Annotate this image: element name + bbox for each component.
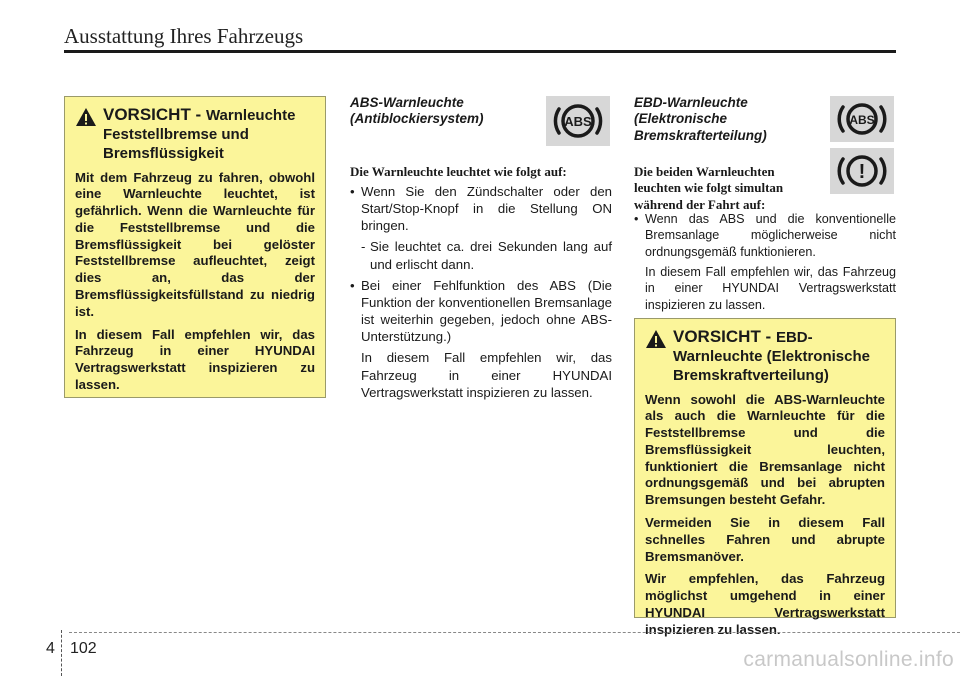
ebd-intro-line: Die beiden Warnleuchten [634,164,775,179]
abs-lamp-label: ABS [564,114,592,129]
brake-lamp-label: ! [858,161,866,183]
abs-lamp-graphic [830,96,894,142]
abs-intro: Die Warnleuchte leuchtet wie folgt auf: [350,164,567,179]
abs-body [350,183,612,405]
watermark: carmanualsonline.info [743,648,954,671]
ebd-intro-line: leuchten wie folgt simultan [634,180,784,196]
list-item [350,238,612,272]
brake-lamp-graphic [830,148,894,194]
abs-lamp-label: ABS [849,113,875,127]
footer-rule [69,632,960,633]
abs-lamp-graphic [546,96,610,146]
caution-title [103,105,315,164]
caution-paragraph: In diesem Fall empfehlen wir, das Fahrzeug in einer HYUNDAI Vertragswerkstatt inspizieren zu lassen. [75,326,315,392]
caution-label: VORSICHT - [103,105,206,124]
caution-topic: EBD-Warnleuchte (Elektronische Bremskraftverteilung) [673,329,870,384]
list-item: • Bei einer Fehlfunktion des ABS (Die Funktion der konventionellen Bremsanlage ist weiterhin gegeben, jedoch ohne ABS-Unterstützung.) [350,277,612,346]
page-number-divider [61,630,62,676]
caution-label: VORSICHT - [673,327,776,346]
abs-section-title [350,95,535,128]
chapter-number: 4 [46,640,55,657]
caution-title [673,327,885,386]
caution-paragraph: Wir empfehlen, das Fahrzeug möglichst umgehend in einer HYUNDAI Vertragswerkstatt inspizieren zu lassen. [645,571,885,637]
page-number: 102 [70,640,97,657]
list-item: • Wenn Sie den Zündschalter oder den Start/Stop-Knopf in die Stellung ON bringen. [350,183,612,234]
caution-box-parking-brake [64,96,326,398]
abs-title-line: ABS-Warnleuchte [350,95,464,110]
caution-paragraph: Vermeiden Sie in diesem Fall schnelles Fahren und abrupte Bremsmanöver. [645,514,885,564]
list-item-continuation: In diesem Fall empfehlen wir, das Fahrzeug in einer HYUNDAI Vertragswerkstatt inspizieren zu lassen. [645,265,896,312]
brake-warning-icon [830,148,894,194]
caution-paragraph: Wenn sowohl die ABS-Warnleuchte als auch die Warnleuchte für die Feststellbremse und die Bremsflüssigkeit leuchten, funktioniert die Bremsanlage nicht ordnungsgemäß und bei abrupten Bremsungen besteht Gefahr. [645,391,885,508]
ebd-intro [634,164,824,213]
caution-topic: Warnleuchte Feststellbremse und Bremsflüssigkeit [103,107,296,162]
caution-heading [645,327,885,386]
header-rule [64,50,896,53]
ebd-intro-line: während der Fahrt auf: [634,196,766,212]
abs-warning-icon [546,96,610,146]
abs-warning-icon [830,96,894,142]
list-item-text: Sie leuchtet ca. drei Sekunden lang auf und erlischt dann. [370,239,612,272]
ebd-title-line: Bremskrafterteilung) [634,127,767,143]
list-item: • Wenn das ABS und die konventionelle Bremsanlage möglicherweise nicht ordnungsgemäß funktionieren. [634,211,896,260]
page-header-title: Ausstattung Ihres Fahrzeugs [64,24,304,48]
caution-heading [75,105,315,164]
warning-triangle-icon [75,107,97,127]
list-item-continuation: In diesem Fall empfehlen wir, das Fahrzeug in einer HYUNDAI Vertragswerkstatt inspizieren zu lassen. [361,350,612,400]
warning-triangle-icon [645,329,667,349]
ebd-title-line: (Elektronische [634,111,728,127]
caution-paragraph: Mit dem Fahrzeug zu fahren, obwohl eine Warnleuchte leuchtet, ist gefährlich. Wenn die Warnleuchte für die Feststellbremse und die Bremsflüssigkeit bei gelöster Feststellbremse aufleuchtet, zeigt dies an, das der Bremsflüssigkeitsfüllstand zu niedrig ist. [75,169,315,319]
ebd-section-title [634,95,819,144]
abs-title-line: (Antiblockiersystem) [350,111,484,127]
caution-box-ebd [634,318,896,637]
ebd-title-line: EBD-Warnleuchte [634,95,748,110]
ebd-body [634,211,896,317]
dash-mark: - [361,239,366,255]
